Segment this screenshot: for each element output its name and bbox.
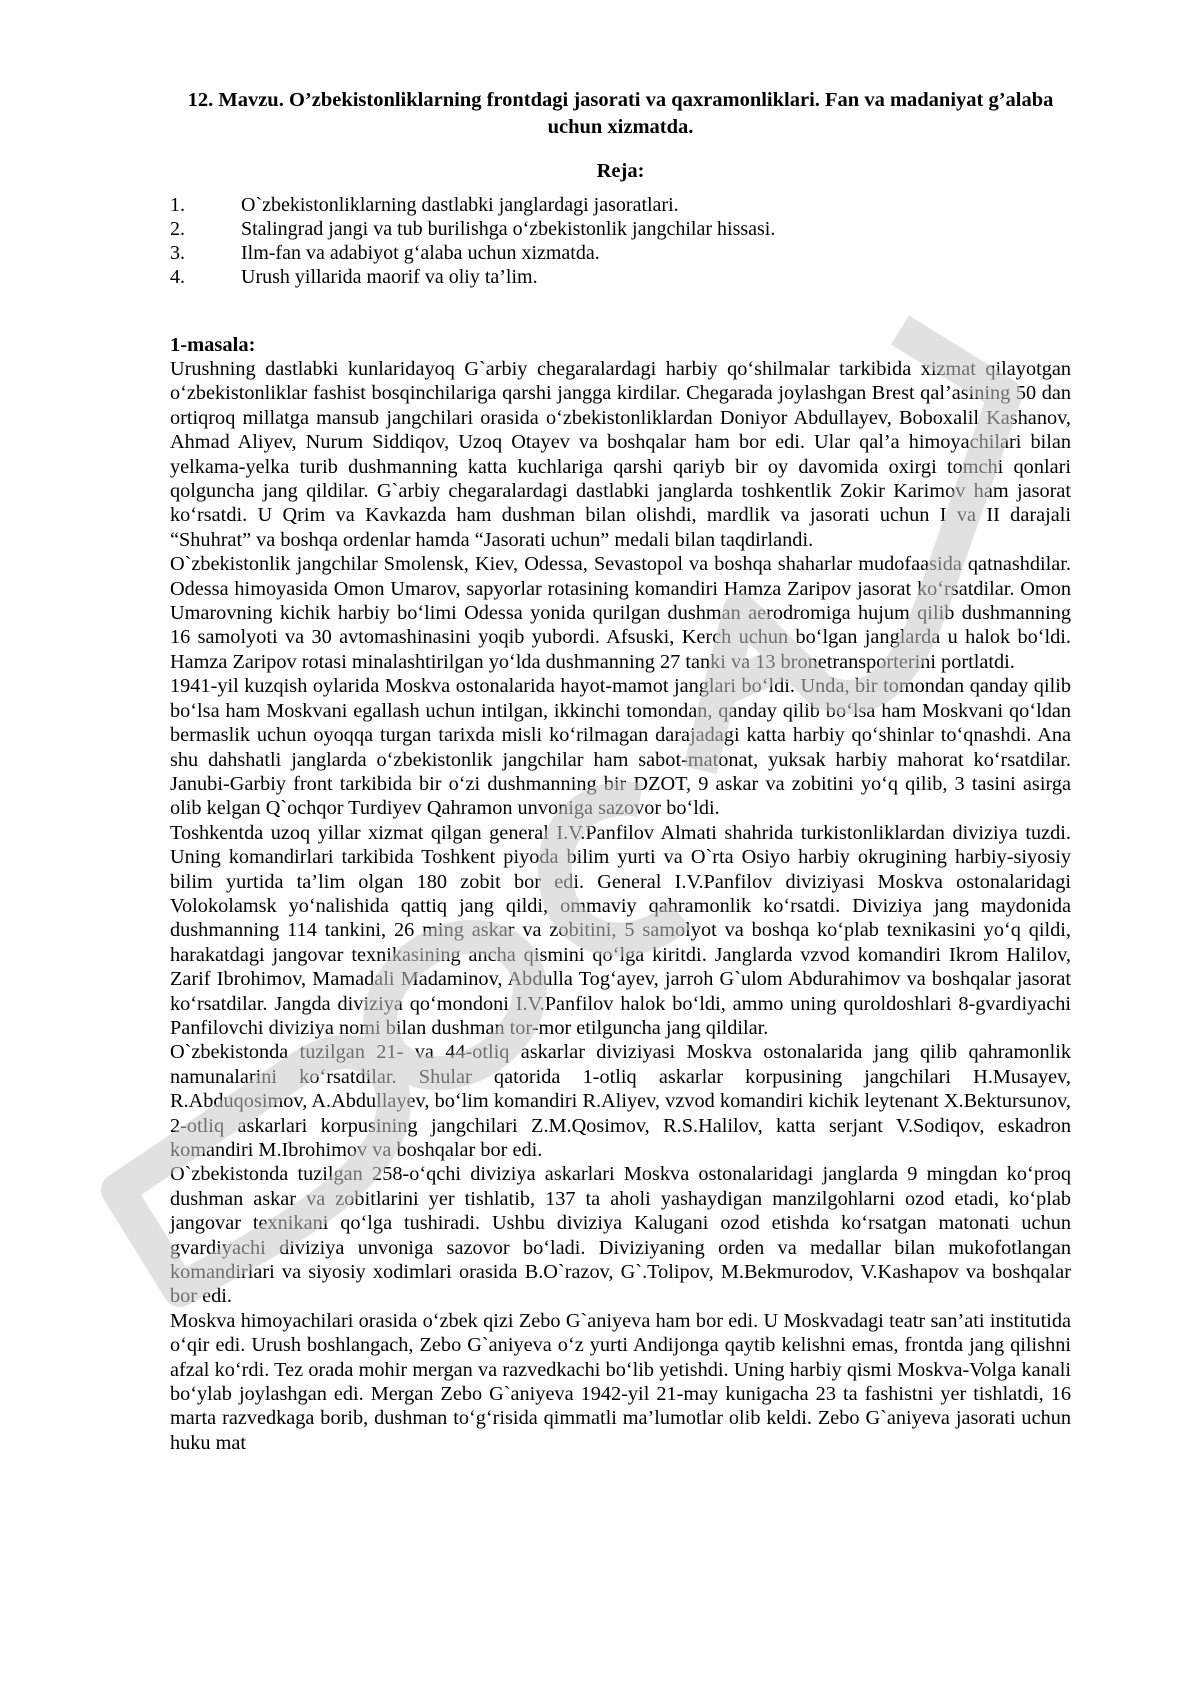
plan-heading: Reja: (596, 160, 645, 182)
plan-item (170, 193, 1071, 217)
body-paragraph: O`zbekistonda tuzilgan 258-o‘qchi diviziya askarlari Moskva ostonalaridagi janglarda 9 mingdan ko‘proq dushman askar va zobitlarini yer tishlatib, 137 ta aholi yashaydigan manzilgohlarni ozod etadi, ko‘plab jangovar texnikani qo‘lga tushiradi. Ushbu diviziya Kalugani ozod etishda ko‘rsatgan matonati uchun gvardiyachi diviziya unvoniga sazovor bo‘ladi. Diviziyaning orden va medallar bilan mukofotlangan komandirlari va siyosiy xodimlari orasida B.O`razov, G`.Tolipov, M.Bekmurodov, V.Kashapov va boshqalar bor edi. (170, 1163, 1071, 1308)
document-page (170, 87, 1071, 1455)
plan-item-number: 4. (170, 266, 185, 288)
plan-item-text: Ilm-fan va adabiyot g‘alaba uchun xizmatda. (241, 242, 600, 264)
plan-item (170, 265, 1071, 289)
plan-item-text: O`zbekistonliklarning dastlabki janglardagi jasoratlari. (241, 194, 679, 216)
body-paragraph: Moskva himoyachilari orasida o‘zbek qizi Zebo G`aniyeva ham bor edi. U Moskvadagi teatr san’ati institutida o‘qir edi. Urush boshlangach, Zebo G`aniyeva o‘z yurti Andijonga qaytib kelishni emas, frontda jang qilishni afzal ko‘rdi. Tez orada mohir mergan va razvedkachi bo‘lib yetishdi. Uning harbiy qismi Moskva-Volga kanali bo‘ylab joylashgan edi. Mergan Zebo G`aniyeva 1942-yil 21-may kunigacha 23 ta fashistni yer tishlatdi, 16 marta razvedkaga borib, dushman to‘g‘risida qimmatli ma’lumotlar olib keldi. Zebo G`aniyeva jasorati uchun huku mat (170, 1309, 1071, 1454)
plan-item-number: 3. (170, 242, 185, 264)
plan-item (170, 217, 1071, 241)
body-paragraph: Toshkentda uzoq yillar xizmat qilgan general I.V.Panfilov Almati shahrida turkistonliklardan diviziya tuzdi. Uning komandirlari tarkibida Toshkent piyoda bilim yurti va O`rta Osiyo harbiy okrugining harbiy-siyosiy bilim yurtida ta’lim olgan 180 zobit bor edi. General I.V.Panfilov diviziyasi Moskva ostonalaridagi Volokolamsk yo‘nalishida qattiq jang qildi, ommaviy qahramonlik ko‘rsatdi. Diviziya jang maydonida dushmanning 114 tankini, 26 ming askar va zobitini, 5 samolyot va boshqa ko‘plab texnikasini yo‘q qildi, harakatdagi jangovar texnikasining ancha qismini qo‘lga kiritdi. Janglarda vzvod komandiri Ikrom Halilov, Zarif Ibrohimov, Mamadali Madaminov, Abdulla Tog‘ayev, jarroh G`ulom Abdurahimov va boshqalar jasorat ko‘rsatdilar. Jangda diviziya qo‘mondoni I.V.Panfilov halok bo‘ldi, ammo uning quroldoshlari 8-gvardiyachi Panfilovchi diviziya nomi bilan dushman tor-mor etilguncha jang qildilar. (170, 821, 1071, 1039)
body-paragraph: O`zbekistonlik jangchilar Smolensk, Kiev, Odessa, Sevastopol va boshqa shaharlar mudofaasida qatnashdilar. Odessa himoyasida Omon Umarov, sapyorlar rotasining komandiri Hamza Zaripov jasorat ko‘rsatdilar. Omon Umarovning kichik harbiy bo‘limi Odessa yonida qurilgan dushman aerodromiga hujum qilib dushmanning 16 samolyoti va 30 avtomashinasini yoqib yubordi. Afsuski, Kerch uchun bo‘lgan janglarda u halok bo‘ldi. Hamza Zaripov rotasi minalashtirilgan yo‘lda dushmanning 27 tanki va 13 bronetransporterini portlatdi. (170, 553, 1071, 673)
document-title: 12. Mavzu. O’zbekistonliklarning frontdagi jasorati va qaxramonliklari. Fan va madaniyat g’alaba uchun xizmatda. (187, 89, 1054, 138)
body-paragraph: 1941-yil kuzqish oylarida Moskva ostonalarida hayot-mamot janglari bo‘ldi. Unda, bir tomondan qanday qilib bo‘lsa ham Moskvani egallash uchun intilgan, ikkinchi tomondan, qanday qilib bo‘lsa ham Moskvani qo‘ldan bermaslik uchun oyoqqa turgan tarixda misli ko‘rilmagan darajadagi katta harbiy qo‘shinlar to‘qnashdi. Ana shu dahshatli janglarda o‘zbekistonlik jangchilar ham sabot-matonat, yuksak harbiy mahorat ko‘rsatdilar. Janubi-Garbiy front tarkibida bir o‘zi dushmanning bir DZOT, 9 askar va zobitini yo‘q qilib, 3 tasini asirga olib kelgan Q`ochqor Turdiyev Qahramon unvoniga sazovor bo‘ldi. (170, 675, 1071, 820)
plan-item (170, 241, 1071, 265)
body-paragraph: O`zbekistonda tuzilgan 21- va 44-otliq askarlar diviziyasi Moskva ostonalarida jang qilib qahramonlik namunalarini ko‘rsatdilar. Shular qatorida 1-otliq askarlar korpusining jangchilari H.Musayev, R.Abduqosimov, A.Abdullayev, bo‘lim komandiri R.Aliyev, vzvod komandiri kichik leytenant X.Bektursunov, 2-otliq askarlari korpusining jangchilari Z.M.Qosimov, R.S.Halilov, katta serjant V.Sodiqov, eskadron komandiri M.Ibrohimov va boshqalar bor edi. (170, 1041, 1071, 1161)
plan-list (170, 193, 1071, 289)
body-paragraph: Urushning dastlabki kunlaridayoq G`arbiy chegaralardagi harbiy qo‘shilmalar tarkibida xizmat qilayotgan o‘zbekistonliklar fashist bosqinchilariga qarshi jangga kirdilar. Chegarada joylashgan Brest qal’asining 50 dan ortiqroq millatga mansub jangchilari orasida o‘zbekistonliklardan Doniyor Abdullayev, Boboxalil Kashanov, Ahmad Aliyev, Nurum Siddiqov, Uzoq Otayev va boshqalar ham bor edi. Ular qal’a himoyachilari bilan yelkama-yelka turib dushmanning katta kuchlariga qarshi qariyb bir oy davomida oxirgi tomchi qonlari qolguncha jang qildilar. G`arbiy chegaralardagi dastlabki janglarda toshkentlik Zokir Karimov ham jasorat ko‘rsatdi. U Qrim va Kavkazda ham dushman bilan olishdi, mardlik va jasorati uchun I va II darajali “Shuhrat” va boshqa ordenlar hamda “Jasorati uchun” medali bilan taqdirlandi. (170, 358, 1071, 551)
plan-item-number: 1. (170, 194, 185, 216)
plan-item-number: 2. (170, 218, 185, 240)
section-heading: 1-masala: (170, 334, 256, 356)
plan-item-text: Stalingrad jangi va tub burilishga o‘zbekistonlik jangchilar hissasi. (241, 218, 776, 240)
plan-item-text: Urush yillarida maorif va oliy ta’lim. (241, 266, 538, 288)
